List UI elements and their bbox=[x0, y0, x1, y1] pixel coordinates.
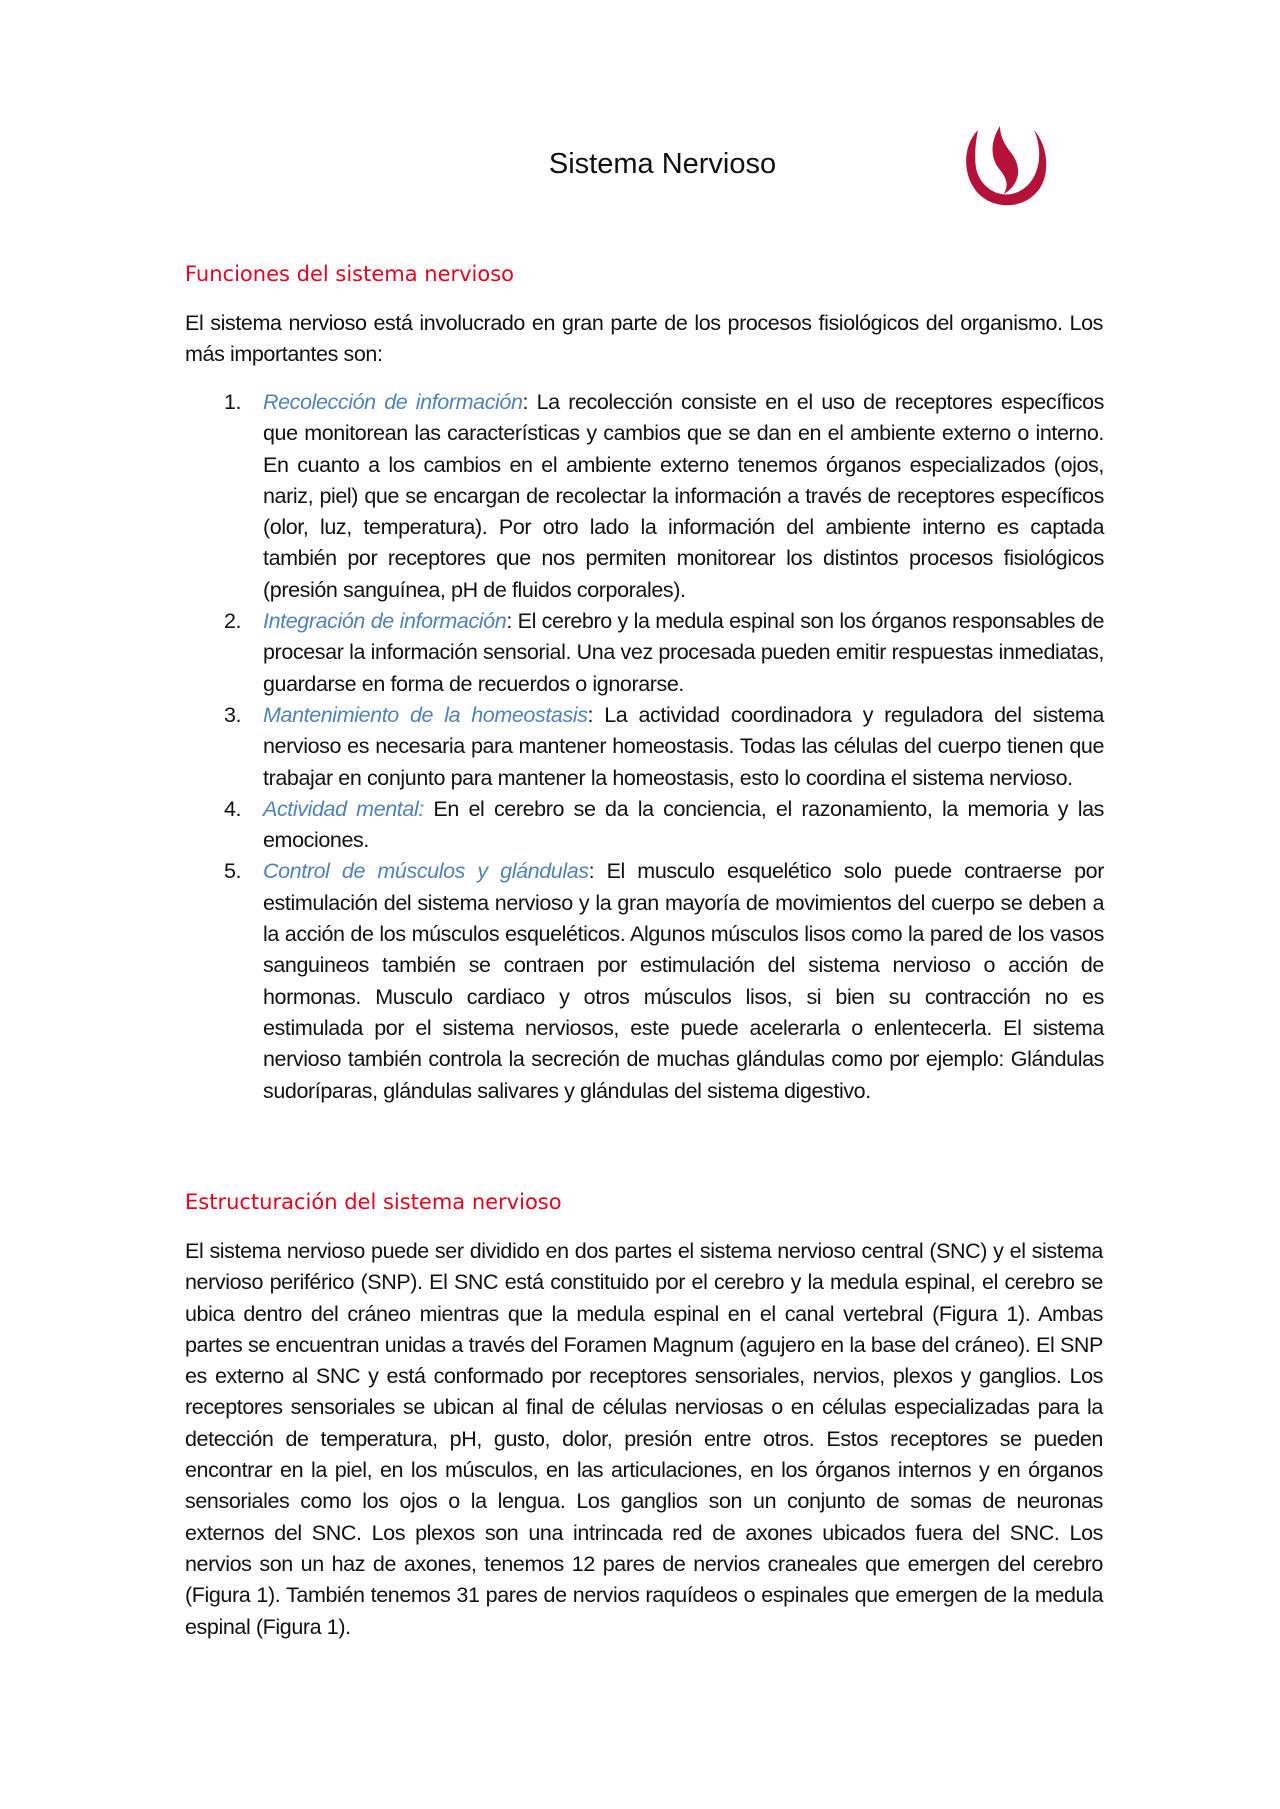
list-item bbox=[224, 794, 1104, 857]
intro-paragraph: El sistema nervioso está involucrado en gran parte de los procesos fisiológicos del organismo. Los más importantes son: bbox=[185, 311, 1103, 367]
list-item bbox=[224, 387, 1104, 606]
item-number: 1. bbox=[224, 390, 242, 414]
item-text: : El musculo esquelético solo puede contraerse por estimulación del sistema nervioso y la gran mayoría de movimientos del cuerpo se deben a la acción de los músculos esqueléticos. Algunos músculos lisos como la pared de los vasos sanguineos también se contraen por estimulación del sistema nervioso o acción de hormonas. Musculo cardiaco y otros músculos lisos, si bien su contracción no es estimulada por el sistema nerviosos, este puede acelerarla o enlentecerla. El sistema nervioso también controla la secreción de muchas glándulas como por ejemplo: Glándulas sudoríparas, glándulas salivares y glándulas del sistema digestivo. bbox=[263, 859, 1104, 1103]
item-term: Integración de información bbox=[263, 609, 507, 634]
item-number: 4. bbox=[224, 796, 242, 821]
item-term: Recolección de información bbox=[263, 390, 523, 414]
item-number: 3. bbox=[224, 702, 242, 727]
structure-paragraph: El sistema nervioso puede ser dividido en dos partes el sistema nervioso central (SNC) y el sistema nervioso periférico (SNP). El SNC está constituido por el cerebro y la medula espinal, el cerebro se ubica dentro del cráneo mientras que la medula espinal en el canal vertebral (Figura 1). Ambas partes se encuentran unidas a través del Foramen Magnum (agujero en la base del cráneo). El SNP es externo al SNC y está conformado por receptores sensoriales, nervios, plexos y ganglios. Los receptores sensoriales se ubican al final de células nerviosas o en células especializadas para la detección de temperatura, pH, gusto, dolor, presión entre otros. Estos receptores se pueden encontrar en la piel, en los músculos, en las articulaciones, en los órganos internos y en órganos sensoriales como los ojos o la lengua. Los ganglios son un conjunto de somas de neuronas externos del SNC. Los plexos son una intrincada red de axones ubicados fuera del SNC. Los nervios son un haz de axones, tenemos 12 pares de nervios craneales que emergen del cerebro (Figura 1). También tenemos 31 pares de nervios raquídeos o espinales que emergen de la medula espinal (Figura 1). bbox=[185, 1239, 1103, 1639]
functions-list bbox=[224, 387, 1104, 1107]
item-term: Mantenimiento de la homeostasis bbox=[263, 702, 588, 727]
item-number: 5. bbox=[224, 859, 242, 884]
list-item bbox=[224, 700, 1104, 794]
item-term: Control de músculos y glándulas bbox=[263, 859, 589, 884]
item-text: : La actividad coordinadora y reguladora del sistema nervioso es necesaria para mantener homeostasis. Todas las células del cuerpo tienen que trabajar en conjunto para mantener la homeostasis, esto lo coordina el sistema nervioso. bbox=[263, 702, 1104, 790]
list-item bbox=[224, 856, 1104, 1106]
section-heading-funciones: Funciones del sistema nervioso bbox=[185, 262, 515, 286]
item-number: 2. bbox=[224, 609, 242, 634]
section-heading-estructuracion: Estructuración del sistema nervioso bbox=[185, 1190, 562, 1214]
item-text: En el cerebro se da la conciencia, el razonamiento, la memoria y las emociones. bbox=[263, 796, 1104, 853]
item-text: : El cerebro y la medula espinal son los órganos responsables de procesar la información sensorial. Una vez procesada pueden emitir respuestas inmediatas, guardarse en forma de recuerdos o ignorarse. bbox=[263, 609, 1104, 696]
university-flame-logo bbox=[962, 122, 1050, 214]
document-title: Sistema Nervioso bbox=[548, 148, 777, 180]
list-item bbox=[224, 606, 1104, 700]
item-term: Actividad mental: bbox=[263, 796, 424, 821]
item-text: : La recolección consiste en el uso de receptores específicos que monitorean las características y cambios que se dan en el ambiente externo o interno. En cuanto a los cambios en el ambiente externo tenemos órganos especializados (ojos, nariz, piel) que se encargan de recolectar la información a través de receptores específicos (olor, luz, temperatura). Por otro lado la información del ambiente interno es captada también por receptores que nos permiten monitorear los distintos procesos fisiológicos (presión sanguínea, pH de fluidos corporales). bbox=[263, 390, 1104, 602]
